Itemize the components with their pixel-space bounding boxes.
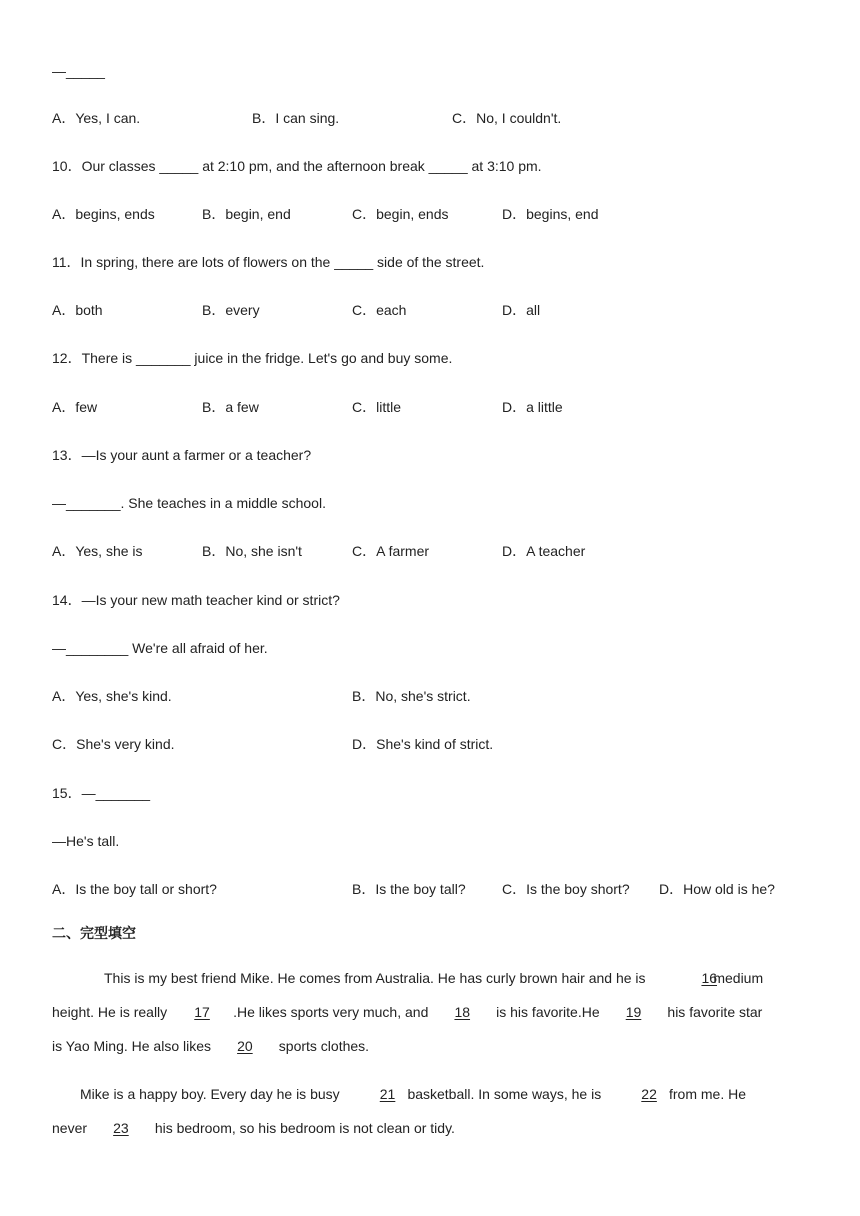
passage-text: medium [713,970,764,986]
option-a[interactable]: A．Is the boy tall or short? [52,881,217,897]
option-a[interactable]: A．both [52,302,103,318]
question-12-stem: 12．There is _______ juice in the fridge. Let's go and buy some. [52,350,453,366]
blank-19[interactable]: 19 [625,1004,642,1020]
question-13-stem: 13．—Is your aunt a farmer or a teacher? [52,447,312,463]
option-a[interactable]: A．Yes, she is [52,543,143,559]
passage-line [52,969,808,987]
passage-text: is his favorite.He [496,1004,600,1020]
passage-text: .He likes sports very much, and [233,1004,429,1020]
blank-20[interactable]: 20 [237,1038,253,1054]
question-11-stem: 11．In spring, there are lots of flowers on the _____ side of the street. [52,254,485,270]
question-14-response: —________ We're all afraid of her. [52,640,268,656]
option-d[interactable]: D．She's kind of strict. [352,736,494,752]
option-c[interactable]: C．A farmer [352,543,430,559]
passage-text: basketball. In some ways, he is [407,1086,602,1102]
option-c[interactable]: C．She's very kind. [52,736,175,752]
question-14-stem: 14．—Is your new math teacher kind or strict? [52,592,340,608]
passage-line [52,1119,808,1137]
option-b[interactable]: B．a few [202,399,259,415]
blank-16[interactable]: 16 [701,970,718,986]
blank-17[interactable]: 17 [194,1004,210,1020]
passage-text: sports clothes. [278,1038,370,1054]
option-d[interactable]: D．all [502,302,541,318]
option-a[interactable]: A．Yes, I can. [52,110,141,126]
passage-text: from me. He [668,1086,746,1102]
blank-23[interactable]: 23 [113,1120,129,1136]
option-c[interactable]: C．little [352,399,402,415]
passage-text: is Yao Ming. He also likes [52,1038,211,1054]
passage-text: height. He is really [52,1004,168,1020]
option-d[interactable]: D．How old is he? [659,881,775,897]
question-15-response: —He's tall. [52,833,120,849]
option-c[interactable]: C．begin, ends [352,206,449,222]
section-heading: 二、完型填空 [52,926,136,942]
option-c[interactable]: C．No, I couldn't. [452,110,562,126]
answer-blank-line: —_____ [52,63,105,79]
question-13-response: —_______. She teaches in a middle school. [52,495,326,511]
option-c[interactable]: C．Is the boy short? [502,881,630,897]
passage-text: Mike is a happy boy. Every day he is busy [80,1086,340,1102]
question-15-stem: 15．—_______ [52,785,151,801]
option-b[interactable]: B．I can sing. [252,110,340,126]
option-d[interactable]: D．a little [502,399,563,415]
option-d[interactable]: D．A teacher [502,543,586,559]
question-10-stem: 10．Our classes _____ at 2:10 pm, and the afternoon break _____ at 3:10 pm. [52,158,542,174]
passage-line [52,1085,808,1103]
option-d[interactable]: D．begins, end [502,206,599,222]
passage-text: never [52,1120,88,1136]
option-a[interactable]: A．few [52,399,98,415]
blank-18[interactable]: 18 [454,1004,471,1020]
option-c[interactable]: C．each [352,302,407,318]
blank-21[interactable]: 21 [379,1086,396,1102]
option-b[interactable]: B．begin, end [202,206,291,222]
option-b[interactable]: B．Is the boy tall? [352,881,466,897]
option-b[interactable]: B．every [202,302,260,318]
option-b[interactable]: B．No, she's strict. [352,688,471,704]
option-a[interactable]: A．Yes, she's kind. [52,688,172,704]
option-a[interactable]: A．begins, ends [52,206,155,222]
passage-line [52,1003,808,1021]
passage-text: his favorite star [667,1004,763,1020]
passage-text: his bedroom, so his bedroom is not clean or tidy. [154,1120,455,1136]
blank-22[interactable]: 22 [641,1086,657,1102]
passage-line [52,1037,808,1055]
option-b[interactable]: B．No, she isn't [202,543,302,559]
passage-text: This is my best friend Mike. He comes from Australia. He has curly brown hair and he is [104,970,646,986]
